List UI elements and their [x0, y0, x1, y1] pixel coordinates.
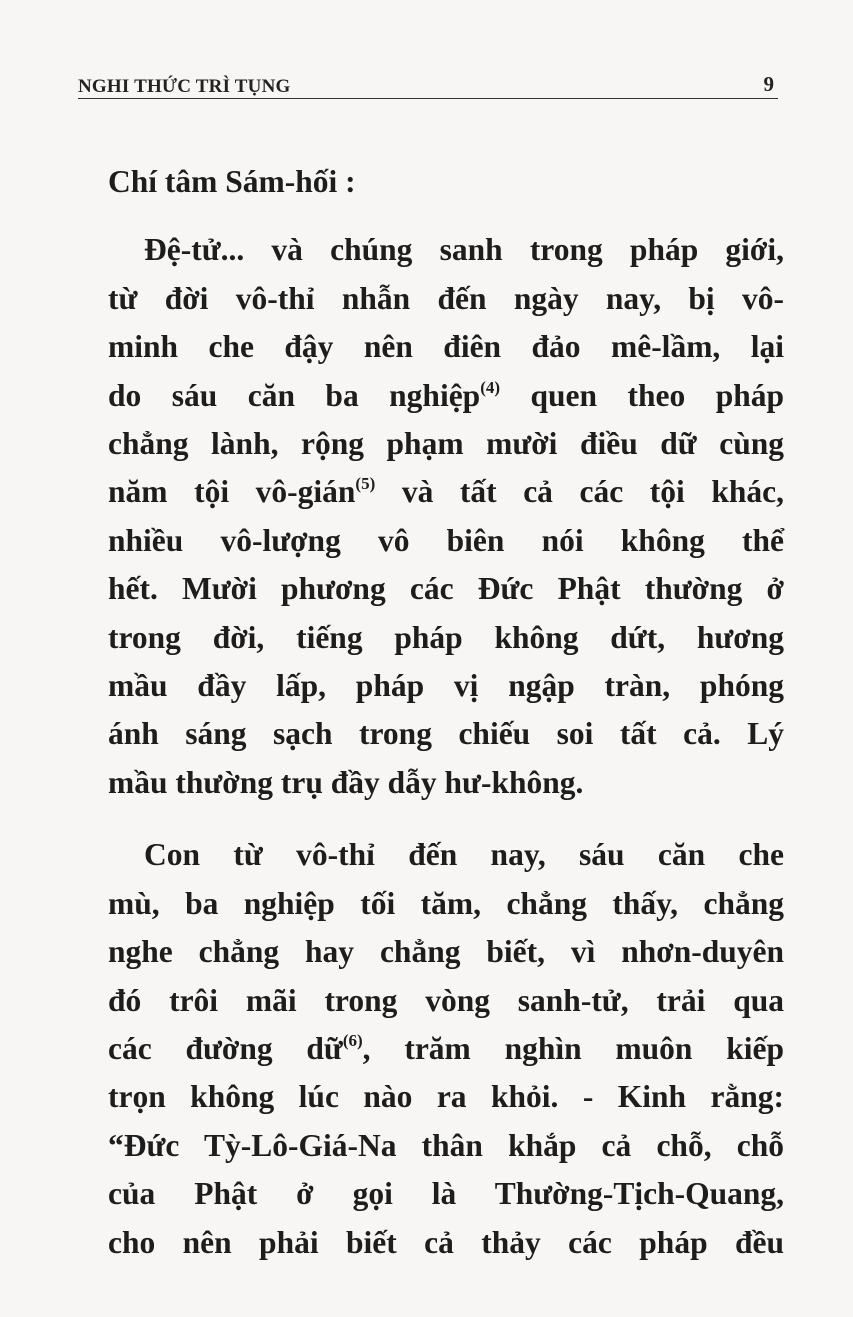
paragraph-gap [108, 807, 784, 831]
text-line-with-footnote [108, 1025, 784, 1073]
text-line: trong đời, tiếng pháp không dứt, hương [108, 619, 784, 655]
text-line: hết. Mười phương các Đức Phật thường ở [108, 571, 784, 607]
text-line: cho nên phải biết cả thảy các pháp đều [108, 1224, 784, 1260]
paragraph-1 [108, 226, 784, 807]
line-text-after: , trăm nghìn muôn kiếp [362, 1030, 784, 1066]
page-number: 9 [763, 72, 774, 96]
text-line: nhiều vô-lượng vô biên nói không thể [108, 522, 784, 558]
text-line: nghe chẳng hay chẳng biết, vì nhơn-duyên [108, 934, 784, 970]
body-text [108, 158, 784, 1267]
text-line: trọn không lúc nào ra khỏi. - Kinh rằng: [108, 1079, 784, 1115]
text-line: Đệ-tử... và chúng sanh trong pháp giới, [144, 232, 784, 268]
text-line-with-footnote [108, 372, 784, 420]
header-title: NGHI THỨC TRÌ TỤNG [78, 76, 291, 97]
line-text-before: do sáu căn ba nghiệp [108, 377, 481, 413]
line-text-before: các đường dữ [108, 1030, 343, 1066]
text-line: của Phật ở gọi là Thường-Tịch-Quang, [108, 1176, 784, 1212]
footnote-ref-6: (6) [342, 1030, 363, 1050]
footnote-ref-4: (4) [480, 377, 501, 397]
text-line: Con từ vô-thỉ đến nay, sáu căn che [144, 837, 784, 873]
section-heading: Chí tâm Sám-hối : [108, 164, 356, 199]
line-text-before: năm tội vô-gián [108, 474, 356, 510]
paragraph-2 [108, 831, 784, 1267]
footnote-ref-5: (5) [355, 474, 376, 494]
text-line: mầu thường trụ đầy dẫy hư-không. [108, 764, 584, 800]
running-header [78, 72, 778, 99]
text-line: mầu đầy lấp, pháp vị ngập tràn, phóng [108, 668, 784, 704]
text-line-with-footnote [108, 468, 784, 516]
text-line: ánh sáng sạch trong chiếu soi tất cả. Lý [108, 716, 784, 752]
text-line: chẳng lành, rộng phạm mười điều dữ cùng [108, 426, 784, 462]
text-line: “Đức Tỳ-Lô-Giá-Na thân khắp cả chỗ, chỗ [108, 1127, 784, 1163]
text-line: đó trôi mãi trong vòng sanh-tử, trải qua [108, 982, 784, 1018]
text-line: từ đời vô-thỉ nhẫn đến ngày nay, bị vô- [108, 280, 784, 316]
line-text-after: quen theo pháp [500, 377, 784, 413]
text-line: minh che đậy nên điên đảo mê-lầm, lại [108, 329, 784, 365]
text-line: mù, ba nghiệp tối tăm, chẳng thấy, chẳng [108, 885, 784, 921]
line-text-after: và tất cả các tội khác, [375, 474, 785, 510]
